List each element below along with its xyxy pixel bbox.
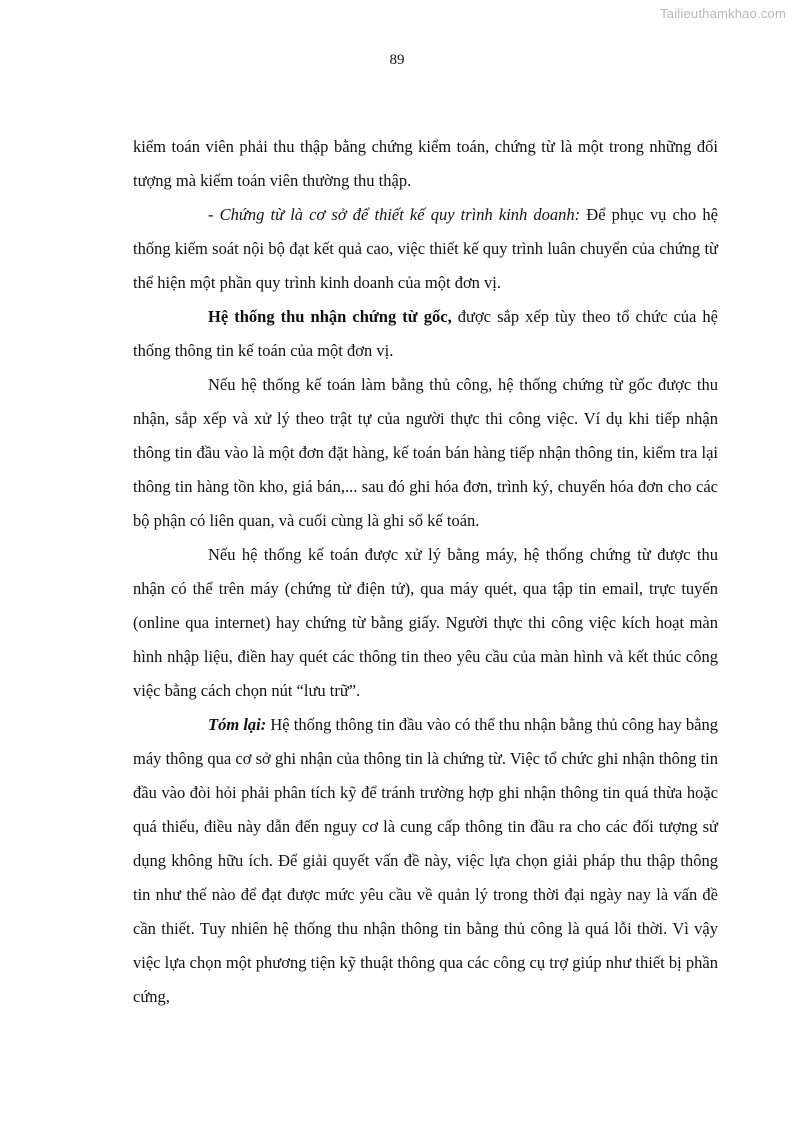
paragraph-2 (133, 198, 718, 300)
paragraph-2-lead: - Chứng từ là cơ sở để thiết kế quy trình kinh doanh: (208, 205, 581, 224)
document-body (133, 130, 718, 1014)
page-number: 89 (389, 52, 405, 68)
paragraph-2-body: Để phục vụ cho hệ thống kiểm soát nội bộ đạt kết quả cao, việc thiết kế quy trình luân chuyển của chứng từ thể hiện một phần quy trình kinh doanh của một đơn vị. (133, 205, 718, 292)
paragraph-6 (133, 708, 718, 1014)
paragraph-3-lead: Hệ thống thu nhận chứng từ gốc, (208, 307, 452, 326)
paragraph-6-lead: Tóm lại: (208, 715, 267, 734)
watermark: Tailieuthamkhao.com (660, 6, 786, 21)
paragraph-1: kiểm toán viên phải thu thập bằng chứng kiểm toán, chứng từ là một trong những đối tượng mà kiểm toán viên thường thu thập. (133, 137, 718, 190)
paragraph-3 (133, 300, 718, 368)
paragraph-6-body: Hệ thống thông tin đầu vào có thể thu nhận bằng thủ công hay bằng máy thông qua cơ sở ghi nhận của thông tin là chứng từ. Việc tổ chức ghi nhận thông tin đầu vào đòi hỏi phải phân tích kỹ để tránh trường hợp ghi nhận thông tin quá thừa hoặc quá thiếu, điều này dẫn đến nguy cơ là cung cấp thông tin đầu ra cho các đối tượng sử dụng không hữu ích. Để giải quyết vấn đề này, việc lựa chọn giải pháp thu thập thông tin như thế nào để đạt được mức yêu cầu về quản lý trong thời đại ngày nay là vấn đề cần thiết. Tuy nhiên hệ thống thu nhận thông tin bằng thủ công là quá lỗi thời. Vì vậy việc lựa chọn một phương tiện kỹ thuật thông qua các công cụ trợ giúp như thiết bị phần cứng, (133, 715, 718, 1006)
paragraph-5: Nếu hệ thống kế toán được xử lý bằng máy, hệ thống chứng từ được thu nhận có thể trên máy (chứng từ điện tử), qua máy quét, qua tập tin email, trực tuyến (online qua internet) hay chứng từ bằng giấy. Người thực thi công việc kích hoạt màn hình nhập liệu, điền hay quét các thông tin theo yêu cầu của màn hình và kết thúc công việc bằng cách chọn nút “lưu trữ”. (133, 545, 718, 700)
paragraph-3-body: được sắp xếp tùy theo tổ chức của hệ thống thông tin kế toán của một đơn vị. (133, 307, 718, 360)
paragraph-4: Nếu hệ thống kế toán làm bằng thủ công, hệ thống chứng từ gốc được thu nhận, sắp xếp và xử lý theo trật tự của người thực thi công việc. Ví dụ khi tiếp nhận thông tin đầu vào là một đơn đặt hàng, kế toán bán hàng tiếp nhận thông tin, kiểm tra lại thông tin hàng tồn kho, giá bán,... sau đó ghi hóa đơn, trình ký, chuyển hóa đơn cho các bộ phận có liên quan, và cuối cùng là ghi sổ kế toán. (133, 375, 718, 530)
